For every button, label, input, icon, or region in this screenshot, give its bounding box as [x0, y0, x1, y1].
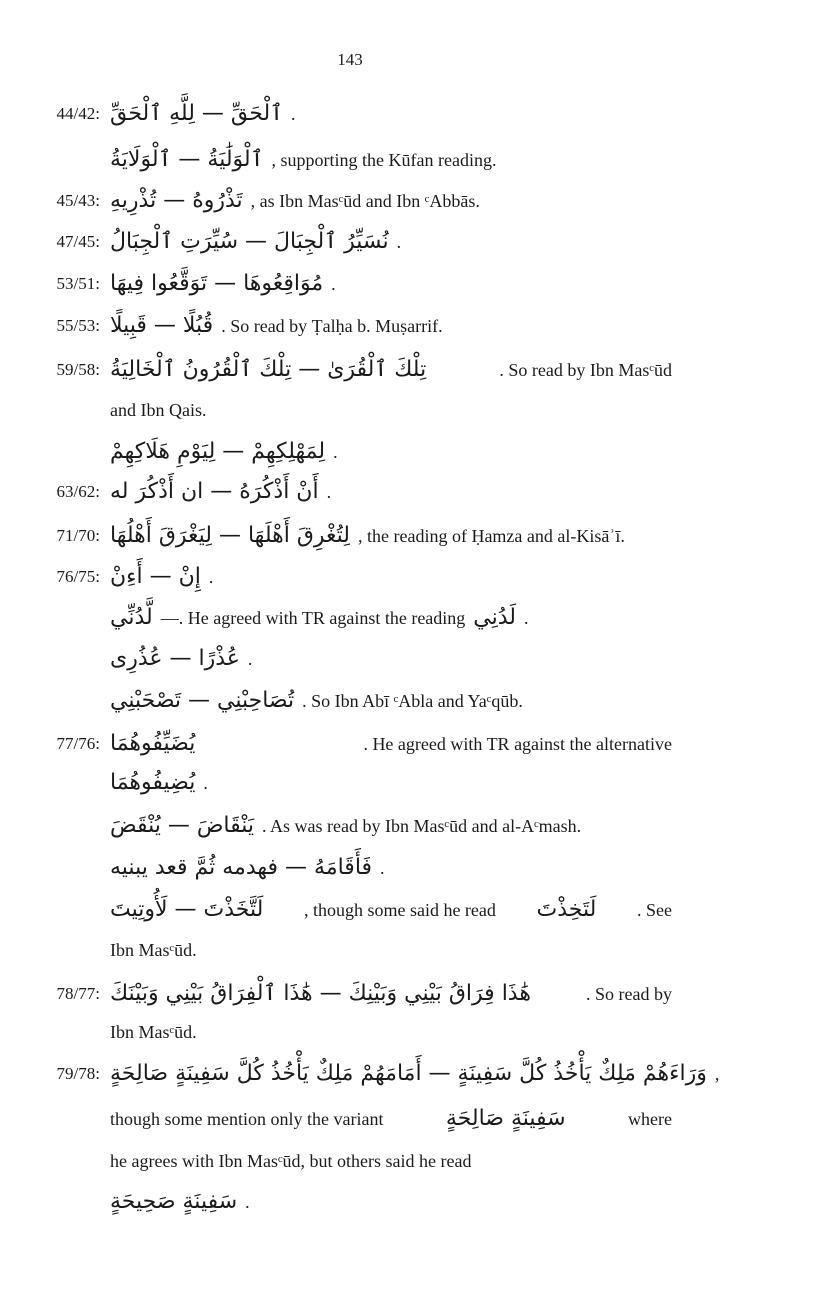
arabic-variant: ٱلْحَقِّ — لِلَّهِ ٱلْحَقِّ: [110, 101, 284, 126]
verse-reference: 63/62:: [56, 482, 100, 501]
arabic-variant: هَٰذَا فِرَاقُ بَيْنِي وَبَيْنِكَ — هَٰذَا ٱلْفِرَاقُ بَيْنِي وَبَيْنَكَ: [110, 981, 531, 1006]
commentary-text: , as Ibn Masᶜūd and Ibn ᶜAbbās.: [250, 191, 480, 211]
arabic-variant: لَتَّخَذْتَ — لَأُوتِيتَ: [110, 897, 264, 922]
arabic-variant: أَنْ أَذْكُرَهُ — ان أَذْكُرَ له: [110, 479, 319, 504]
commentary-text: Ibn Masᶜūd.: [110, 940, 197, 960]
commentary-text: .: [380, 858, 385, 878]
commentary-text: .: [291, 104, 296, 124]
entry-line: [0, 94, 820, 134]
arabic-variant: فَأَقَامَهُ — فهدمه ثُمَّ قعد يبنيه: [110, 855, 373, 880]
arabic-variant: لِتُغْرِقَ أَهْلَهَا — لِيَغْرَقَ أَهْلُهَا: [110, 523, 350, 548]
entry-text: [110, 264, 670, 304]
entry-line: [0, 432, 820, 472]
commentary-text: Ibn Masᶜūd.: [110, 1022, 197, 1042]
entry-line: [0, 598, 820, 638]
verse-reference: 53/51:: [56, 274, 100, 293]
entry-line: [0, 639, 820, 679]
entry-line: [0, 1099, 820, 1139]
arabic-variant: سَفِينَةٍ صَحِيحَةٍ: [110, 1189, 238, 1214]
commentary-text: .: [203, 773, 208, 793]
entry-line: [0, 1182, 820, 1222]
entry-line: [0, 472, 820, 512]
commentary-text: , though some said he read: [303, 900, 496, 920]
commentary-text: .: [247, 649, 253, 669]
entry-line: [0, 848, 820, 888]
entry-line: [0, 681, 820, 721]
verse-reference: 59/58:: [56, 360, 100, 379]
entry-line: [0, 140, 820, 180]
arabic-variant: ٱلْوَلَٰيَةُ — ٱلْوَلَايَةُ: [110, 147, 264, 172]
arabic-variant: مُوَاقِعُوهَا — تَوَقَّعُوا فِيهَا: [110, 271, 324, 296]
arabic-variant: عُذْرًا — عُذُرِى: [110, 646, 240, 671]
entry-text: [110, 140, 670, 180]
entry-line: [0, 890, 820, 930]
entry-line: [0, 516, 820, 556]
commentary-text: .: [245, 1192, 250, 1212]
verse-reference: 76/75:: [56, 567, 100, 586]
entry-text: [110, 639, 670, 679]
arabic-variant: سَفِينَةٍ صَالِحَةٍ: [445, 1106, 566, 1131]
entry-text: [110, 432, 670, 472]
arabic-variant: لَّدُنِّي: [110, 605, 153, 630]
entry-text: [110, 598, 670, 638]
verse-reference: 77/76:: [56, 734, 100, 753]
entry-text: [110, 890, 672, 930]
arabic-variant: نُسَيِّرُ ٱلْجِبَالَ — سُيِّرَتِ ٱلْجِبَالُ: [110, 229, 389, 254]
arabic-variant: يُضِيفُوهُمَا: [110, 770, 196, 795]
verse-reference: 79/78:: [56, 1064, 100, 1083]
commentary-text: . So Ibn Abī ᶜAbla and Yaᶜqūb.: [302, 691, 523, 711]
commentary-text: .: [326, 482, 332, 502]
entry-text: [110, 763, 670, 803]
entry-text: [110, 681, 670, 721]
entry-text: [110, 1182, 670, 1222]
entry-text: [110, 806, 670, 846]
arabic-variant: لِمَهْلِكِهِمْ — لِيَوْمِ هَلَاكِهِمْ: [110, 439, 326, 464]
arabic-variant: تَذْرُوهُ — تُذْرِيهِ: [110, 188, 243, 213]
arabic-variant: تُصَاحِبْنِي — تَصْحَبْنِي: [110, 688, 295, 713]
verse-reference: 45/43:: [56, 191, 100, 210]
commentary-text: . So read by Ṭalḥa b. Muṣarrif.: [221, 316, 443, 336]
entry-text: [110, 306, 670, 346]
entry-text: [110, 848, 670, 888]
verse-reference: 71/70:: [56, 526, 100, 545]
entry-line: [0, 806, 820, 846]
arabic-variant: إِنْ — أَءِنْ: [110, 564, 201, 589]
commentary-text: . He agreed with TR against the alternative: [363, 734, 672, 754]
entry-line: [0, 350, 820, 390]
arabic-variant: تِلْكَ ٱلْقُرَىٰ — تِلْكَ ٱلْقُرُونُ ٱلْخَالِيَةُ: [110, 357, 427, 382]
entry-text: [110, 930, 670, 970]
entry-line: [0, 724, 820, 764]
commentary-text: . So read by Ibn Masᶜūd: [499, 360, 672, 380]
entry-text: [110, 557, 670, 597]
commentary-text: .: [396, 232, 402, 252]
entry-text: [110, 472, 670, 512]
entry-text: [110, 516, 670, 556]
entry-text: [110, 181, 670, 221]
entry-line: [0, 181, 820, 221]
commentary-text: ,: [714, 1064, 720, 1084]
entry-text: [110, 350, 672, 390]
entry-text: [110, 222, 670, 262]
entry-line: [0, 306, 820, 346]
entry-line: [0, 264, 820, 304]
commentary-text: .: [524, 608, 529, 628]
commentary-text: . See: [636, 900, 672, 920]
verse-reference: 44/42:: [56, 104, 100, 123]
entry-text: [110, 974, 672, 1014]
commentary-text: .: [333, 442, 338, 462]
entry-line: [0, 974, 820, 1014]
commentary-text: and Ibn Qais.: [110, 400, 207, 420]
commentary-text: . As was read by Ibn Masᶜūd and al-Aᶜmash.: [262, 816, 582, 836]
commentary-text: .: [331, 274, 336, 294]
commentary-text: he agrees with Ibn Masᶜūd, but others said he read: [110, 1151, 472, 1171]
verse-reference: 78/77:: [56, 984, 100, 1003]
entry-text: [110, 1099, 672, 1139]
entry-line: [0, 1141, 820, 1181]
commentary-text: where: [628, 1109, 672, 1129]
entry-line: [0, 390, 820, 430]
entry-text: [110, 724, 672, 764]
arabic-variant: يَنْقَاضَ — يُنْقَضَ: [110, 813, 255, 838]
commentary-text: , supporting the Kūfan reading.: [271, 150, 497, 170]
arabic-variant: لَتَخِذْتَ: [536, 897, 597, 922]
page-number: 143: [337, 50, 363, 69]
entry-text: [110, 94, 670, 134]
entry-text: [110, 1054, 720, 1094]
entry-line: [0, 222, 820, 262]
entry-text: [110, 1141, 672, 1181]
commentary-text: —. He agreed with TR against the reading: [160, 608, 466, 628]
entry-line: [0, 1012, 820, 1052]
arabic-variant: لَدُنِي: [473, 605, 517, 630]
verse-reference: 55/53:: [56, 316, 100, 335]
entry-line: [0, 763, 820, 803]
commentary-text: .: [208, 567, 214, 587]
arabic-variant: وَرَاءَهُمْ مَلِكٌ يَأْخُذُ كُلَّ سَفِينَةٍ — أَمَامَهُمْ مَلِكٌ يَأْخُذُ كُلَّ سَفِينَةٍ صَالِحَةٍ: [110, 1061, 707, 1086]
arabic-variant: قُبُلًا — قَبِيلًا: [110, 313, 214, 338]
entry-text: [110, 1012, 670, 1052]
verse-reference: 47/45:: [56, 232, 100, 251]
commentary-text: , the reading of Ḥamza and al-Kisāʾī.: [357, 526, 625, 546]
entry-line: [0, 1054, 820, 1094]
entry-line: [0, 930, 820, 970]
entry-text: [110, 390, 670, 430]
commentary-text: . So read by: [586, 984, 672, 1004]
commentary-text: though some mention only the variant: [110, 1109, 384, 1129]
arabic-variant: يُضَيِّفُوهُمَا: [110, 731, 196, 756]
entry-line: [0, 557, 820, 597]
